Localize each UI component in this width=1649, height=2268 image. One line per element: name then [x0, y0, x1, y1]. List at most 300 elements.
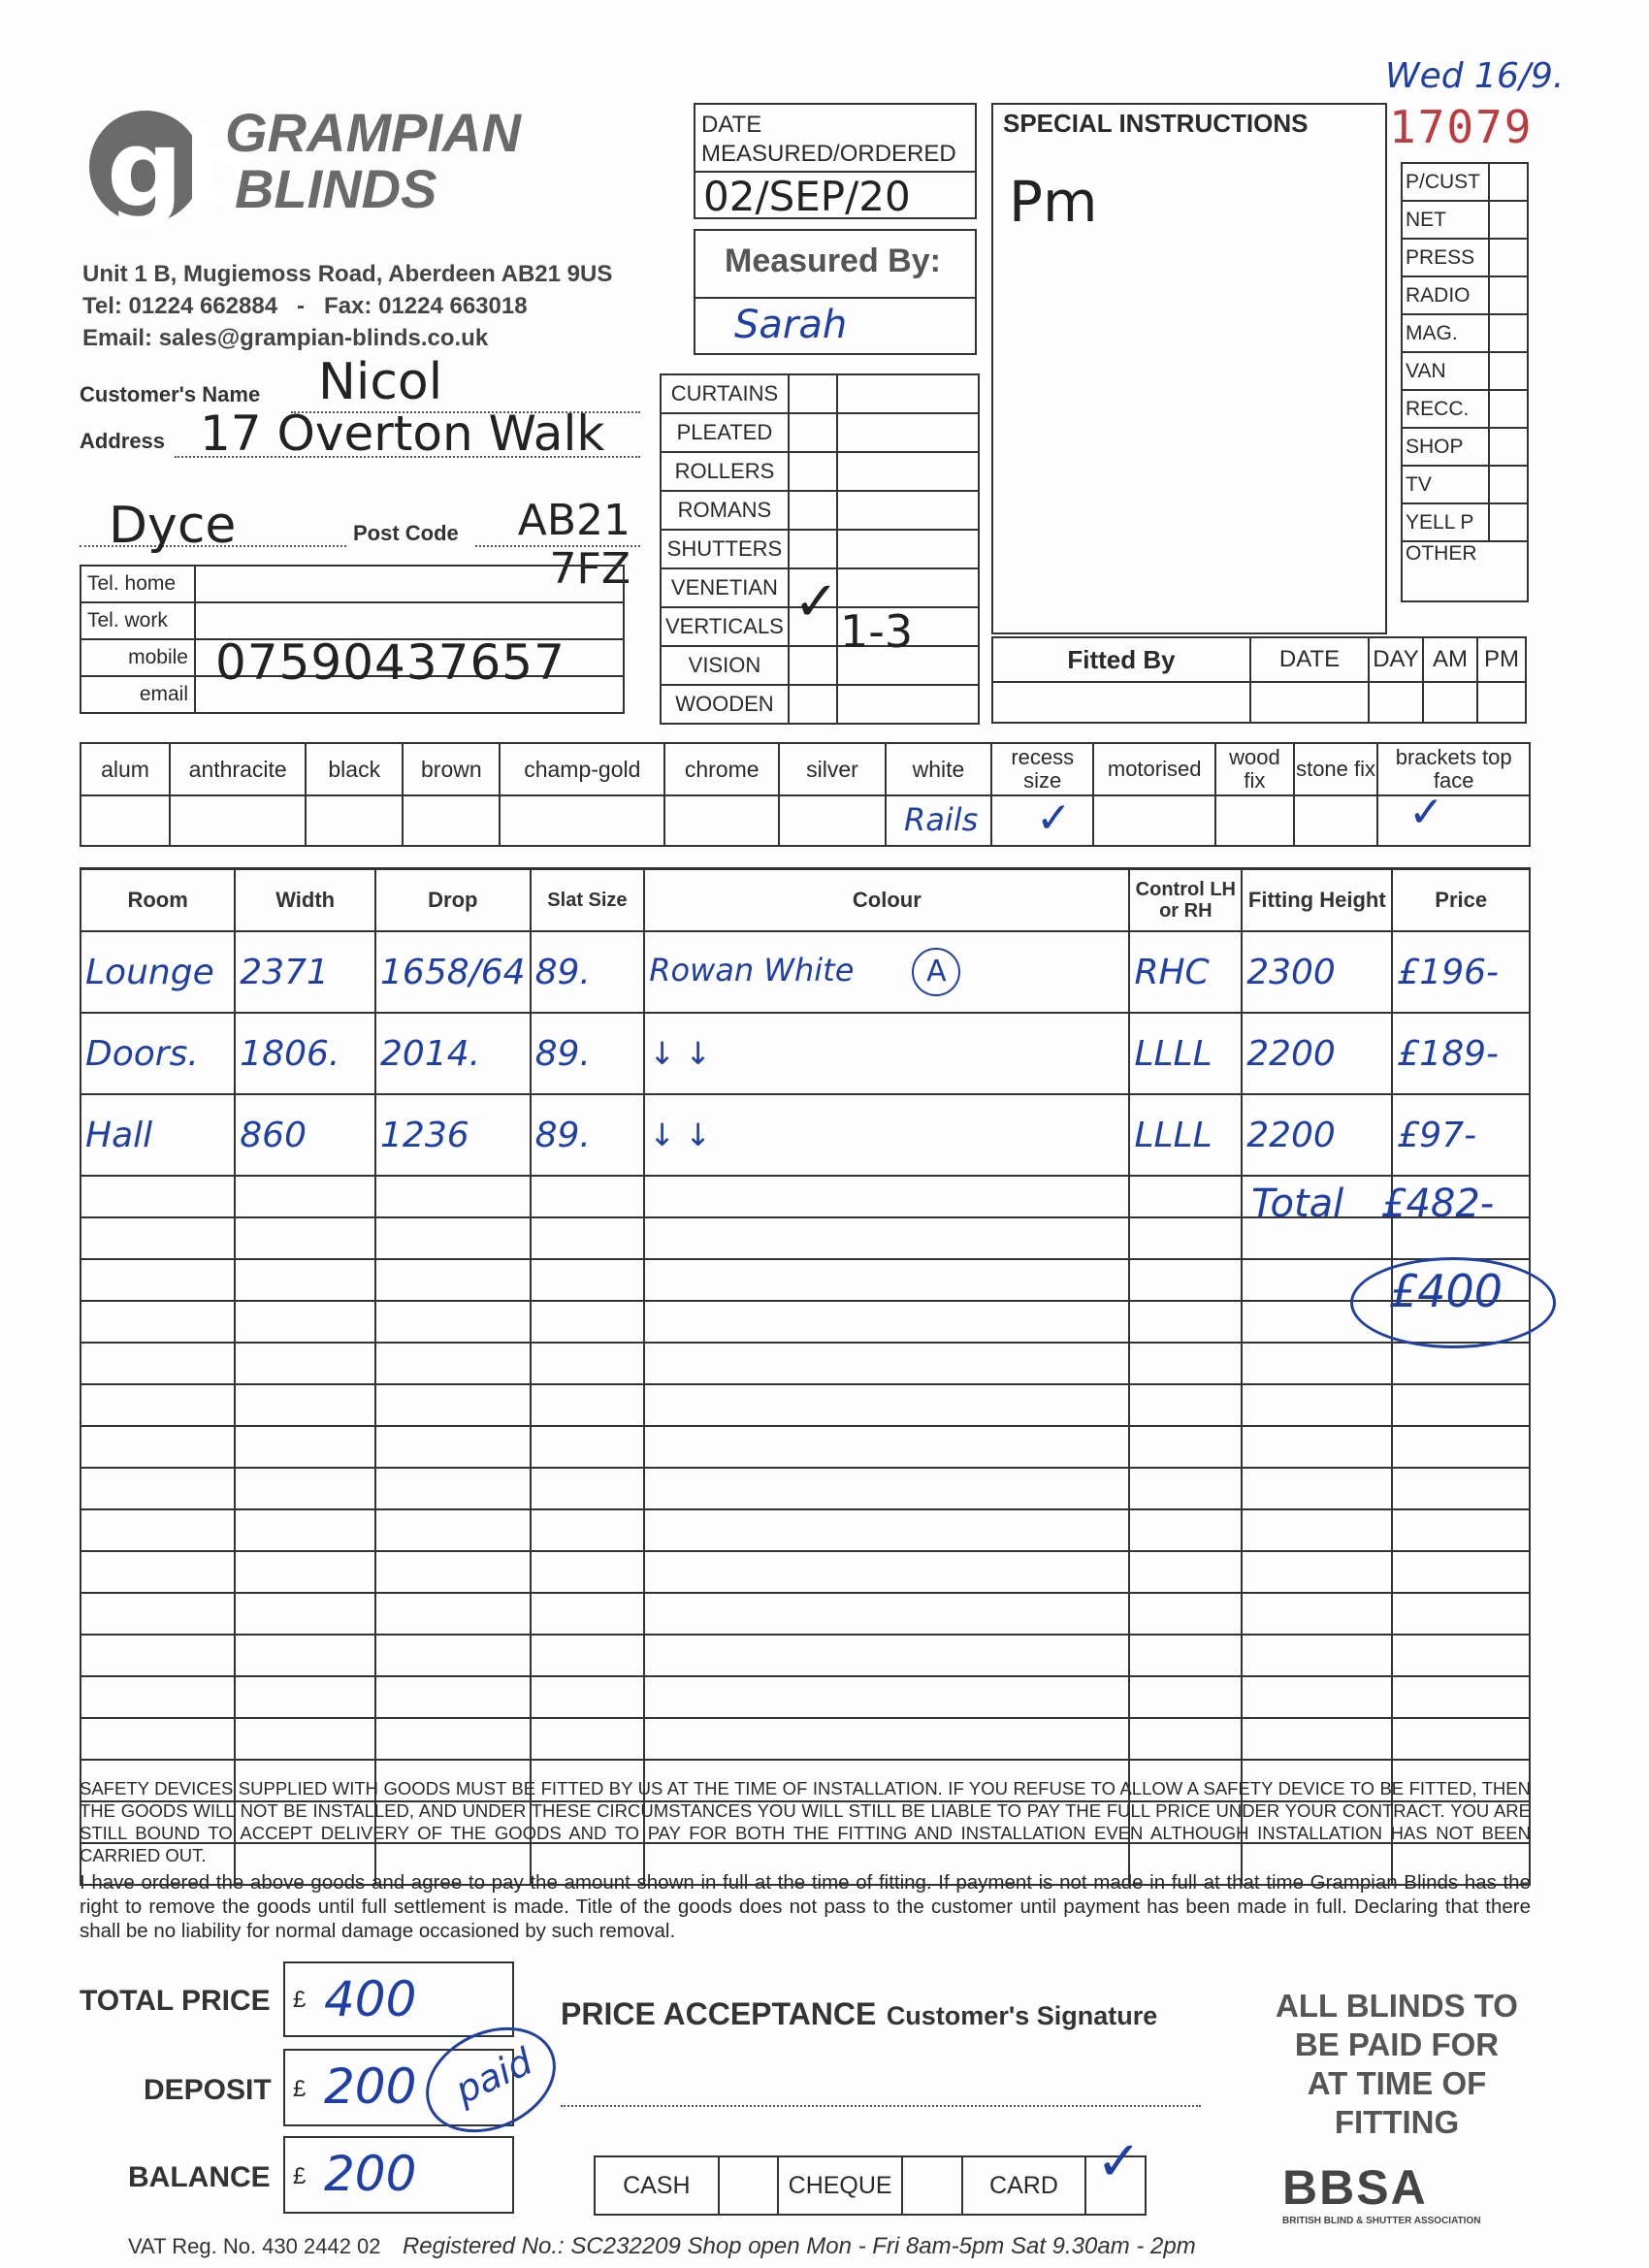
- cell-control[interactable]: [1129, 1718, 1242, 1760]
- column-header: Room: [81, 870, 235, 931]
- cell-control[interactable]: [1129, 1343, 1242, 1384]
- cell-slat[interactable]: 89.: [531, 1094, 645, 1176]
- cell-width[interactable]: [235, 1468, 375, 1509]
- product-row: [661, 374, 979, 413]
- cell-drop[interactable]: [375, 1259, 531, 1301]
- fitted-am-value[interactable]: [1423, 682, 1477, 723]
- cell-colour[interactable]: [644, 1301, 1129, 1343]
- product-checkbox[interactable]: [789, 413, 837, 452]
- option-label: champ-gold: [500, 743, 664, 795]
- cell-price[interactable]: [1392, 1676, 1530, 1718]
- column-header: Slat Size: [531, 870, 645, 931]
- signature-label: Customer's Signature: [886, 2001, 1158, 2030]
- cell-colour[interactable]: [644, 1259, 1129, 1301]
- cell-drop[interactable]: [375, 1384, 531, 1426]
- footer: [128, 2233, 1196, 2260]
- table-row: [81, 1635, 1530, 1676]
- source-checkbox[interactable]: [1489, 390, 1528, 428]
- colour-mark: A: [912, 948, 960, 996]
- cell-room[interactable]: [81, 1593, 235, 1635]
- cell-room[interactable]: [81, 1718, 235, 1760]
- cell-room[interactable]: [81, 1259, 235, 1301]
- product-qty[interactable]: [837, 530, 979, 568]
- fitted-by-value[interactable]: [992, 682, 1250, 723]
- balance-box[interactable]: [283, 2136, 514, 2214]
- product-label: ROLLERS: [661, 452, 789, 491]
- card-check: ✓: [1096, 2130, 1142, 2193]
- option-checkbox[interactable]: [81, 795, 170, 846]
- option-checkbox[interactable]: [1294, 795, 1378, 846]
- cell-height[interactable]: [1242, 1551, 1392, 1593]
- order-note: Wed 16/9.: [1385, 56, 1565, 96]
- price-acceptance: [561, 1996, 1157, 2032]
- cell-slat[interactable]: 89.: [531, 931, 645, 1013]
- order-number: 17079: [1389, 101, 1534, 153]
- cell-price[interactable]: [1392, 1426, 1530, 1468]
- cell-control[interactable]: [1129, 1217, 1242, 1259]
- cell-drop[interactable]: 1236: [375, 1094, 531, 1176]
- source-label: VAN: [1402, 352, 1489, 390]
- cell-colour[interactable]: ↓ ↓: [644, 1013, 1129, 1094]
- cell-room[interactable]: [81, 1301, 235, 1343]
- cell-height[interactable]: [1242, 1509, 1392, 1551]
- payment-methods: [594, 2155, 1147, 2216]
- brackets-check: ✓: [1408, 788, 1444, 837]
- product-checkbox[interactable]: [789, 452, 837, 491]
- cell-drop[interactable]: [375, 1509, 531, 1551]
- source-row: [1402, 239, 1528, 276]
- cell-width[interactable]: [235, 1343, 375, 1384]
- fitted-pm-value[interactable]: [1477, 682, 1526, 723]
- date-value[interactable]: 02/SEP/20: [703, 173, 911, 220]
- source-label: RADIO: [1402, 276, 1489, 314]
- table-row: [81, 1468, 1530, 1509]
- cell-price[interactable]: [1392, 1551, 1530, 1593]
- fitted-am-label: AM: [1423, 637, 1477, 682]
- cell-drop[interactable]: [375, 1426, 531, 1468]
- cell-drop[interactable]: 2014.: [375, 1013, 531, 1094]
- product-qty[interactable]: [837, 568, 979, 607]
- cell-height[interactable]: [1242, 1426, 1392, 1468]
- cell-height[interactable]: 2200: [1242, 1013, 1392, 1094]
- cell-colour[interactable]: Rowan White A: [644, 931, 1129, 1013]
- contact-label: mobile: [81, 639, 195, 676]
- postcode-value[interactable]: AB21 7FZ: [517, 496, 630, 594]
- signature-line[interactable]: [561, 2105, 1201, 2107]
- cell-drop[interactable]: [375, 1176, 531, 1217]
- total-value: £482-: [1381, 1182, 1495, 1226]
- table-row: [81, 1676, 1530, 1718]
- cell-slat[interactable]: [531, 1259, 645, 1301]
- cell-colour[interactable]: ↓ ↓: [644, 1094, 1129, 1176]
- pay-notice-line2: BE PAID FOR: [1294, 2026, 1500, 2062]
- company-logo: [85, 97, 260, 238]
- source-label: SHOP: [1402, 428, 1489, 466]
- table-row: [81, 1094, 1530, 1176]
- special-instructions-value[interactable]: Pm: [1009, 169, 1098, 235]
- fitted-date-value[interactable]: [1250, 682, 1369, 723]
- option-checkbox[interactable]: [1215, 795, 1294, 846]
- cell-control[interactable]: [1129, 1301, 1242, 1343]
- table-row: [81, 1718, 1530, 1760]
- cell-room[interactable]: [81, 1343, 235, 1384]
- source-label: YELL P: [1402, 503, 1489, 541]
- cell-room[interactable]: Doors.: [81, 1013, 235, 1094]
- cell-width[interactable]: [235, 1635, 375, 1676]
- cell-drop[interactable]: [375, 1301, 531, 1343]
- cell-control[interactable]: [1129, 1593, 1242, 1635]
- product-checkbox[interactable]: [789, 646, 837, 685]
- mobile-value[interactable]: 07590437657: [215, 634, 566, 691]
- pay-notice: [1242, 1987, 1552, 2142]
- source-row: [1402, 428, 1528, 466]
- pay-notice-line4: FITTING: [1334, 2104, 1460, 2140]
- column-header: Drop: [375, 870, 531, 931]
- cell-slat[interactable]: [531, 1509, 645, 1551]
- table-row: [81, 1301, 1530, 1343]
- address-value[interactable]: 17 Overton Walk: [200, 405, 605, 462]
- balance-label: BALANCE: [128, 2161, 271, 2193]
- option-checkbox[interactable]: [664, 795, 779, 846]
- cell-width[interactable]: [235, 1176, 375, 1217]
- source-row: [1402, 466, 1528, 503]
- cell-width[interactable]: [235, 1509, 375, 1551]
- source-checkbox[interactable]: [1489, 239, 1528, 276]
- product-qty[interactable]: [837, 452, 979, 491]
- option-label: black: [306, 743, 403, 795]
- cell-slat[interactable]: [531, 1593, 645, 1635]
- product-row: [661, 413, 979, 452]
- options-table: [80, 742, 1531, 847]
- registered-info: Registered No.: SC232209 Shop open Mon - Fri 8am-5pm Sat 9.30am - 2pm: [402, 2233, 1196, 2259]
- cell-drop[interactable]: [375, 1718, 531, 1760]
- table-row: [81, 1551, 1530, 1593]
- cell-slat[interactable]: [531, 1635, 645, 1676]
- fitted-day-value[interactable]: [1369, 682, 1423, 723]
- cell-width[interactable]: [235, 1593, 375, 1635]
- cell-control[interactable]: [1129, 1509, 1242, 1551]
- cell-control[interactable]: [1129, 1176, 1242, 1217]
- cell-drop[interactable]: [375, 1551, 531, 1593]
- measured-by-label: Measured By:: [725, 243, 941, 279]
- cell-price[interactable]: £97-: [1392, 1094, 1530, 1176]
- verticals-check: ✓: [793, 570, 839, 633]
- option-checkbox[interactable]: [1377, 795, 1530, 846]
- fitted-date-label: DATE: [1250, 637, 1369, 682]
- cell-room[interactable]: [81, 1676, 235, 1718]
- cell-room[interactable]: [81, 1551, 235, 1593]
- cell-colour[interactable]: [644, 1426, 1129, 1468]
- cell-colour[interactable]: [644, 1343, 1129, 1384]
- column-header: Control LH or RH: [1129, 870, 1242, 931]
- product-table: [660, 373, 980, 725]
- cell-price[interactable]: [1392, 1343, 1530, 1384]
- verticals-qty[interactable]: 1-3: [840, 605, 914, 658]
- cell-width[interactable]: [235, 1676, 375, 1718]
- cell-control[interactable]: [1129, 1259, 1242, 1301]
- cell-price[interactable]: £196-: [1392, 931, 1530, 1013]
- cell-colour[interactable]: [644, 1217, 1129, 1259]
- option-label: recess size: [991, 743, 1093, 795]
- cell-room[interactable]: [81, 1635, 235, 1676]
- source-row: [1402, 503, 1528, 541]
- option-label: motorised: [1093, 743, 1215, 795]
- product-row: [661, 646, 979, 685]
- product-checkbox[interactable]: [789, 491, 837, 530]
- date-label: DATE MEASURED/ORDERED: [701, 112, 956, 167]
- cell-width[interactable]: 1806.: [235, 1013, 375, 1094]
- payment-cheque-label: CHEQUE: [778, 2156, 902, 2215]
- cell-drop[interactable]: [375, 1217, 531, 1259]
- cell-width[interactable]: [235, 1217, 375, 1259]
- cell-width[interactable]: 860: [235, 1094, 375, 1176]
- column-header: Width: [235, 870, 375, 931]
- cell-price[interactable]: [1392, 1468, 1530, 1509]
- total-price-value: 400: [324, 1971, 417, 2027]
- cell-slat[interactable]: [531, 1676, 645, 1718]
- cell-width[interactable]: [235, 1551, 375, 1593]
- payment-cash-checkbox[interactable]: [719, 2156, 779, 2215]
- cell-height[interactable]: [1242, 1718, 1392, 1760]
- bbsa-logo: [1282, 2160, 1515, 2226]
- product-row: [661, 530, 979, 568]
- balance-currency: £: [293, 2163, 307, 2189]
- total-price-label: TOTAL PRICE: [80, 1985, 271, 2017]
- cell-colour[interactable]: [644, 1593, 1129, 1635]
- column-header: Price: [1392, 870, 1530, 931]
- source-table: [1401, 162, 1529, 602]
- cell-height[interactable]: [1242, 1635, 1392, 1676]
- cell-room[interactable]: Lounge: [81, 931, 235, 1013]
- circled-total-value: £400: [1389, 1265, 1504, 1317]
- product-checkbox[interactable]: [789, 374, 837, 413]
- cell-width[interactable]: [235, 1301, 375, 1343]
- cell-control[interactable]: [1129, 1551, 1242, 1593]
- cell-drop[interactable]: 1658/64: [375, 931, 531, 1013]
- deposit-label: DEPOSIT: [144, 2074, 272, 2106]
- postcode-label: Post Code: [353, 521, 459, 545]
- option-label: chrome: [664, 743, 779, 795]
- cell-price[interactable]: [1392, 1384, 1530, 1426]
- company-email: Email: sales@grampian-blinds.co.uk: [82, 325, 489, 351]
- column-header: Fitting Height: [1242, 870, 1392, 931]
- source-row: [1402, 352, 1528, 390]
- option-checkbox[interactable]: [779, 795, 885, 846]
- recess-check: ✓: [1036, 794, 1072, 843]
- product-row: [661, 452, 979, 491]
- cell-room[interactable]: [81, 1509, 235, 1551]
- source-label: RECC.: [1402, 390, 1489, 428]
- product-label: CURTAINS: [661, 374, 789, 413]
- source-checkbox[interactable]: [1489, 276, 1528, 314]
- cell-height[interactable]: [1242, 1468, 1392, 1509]
- address-label: Address: [80, 429, 166, 453]
- source-row: [1402, 390, 1528, 428]
- source-checkbox[interactable]: [1489, 314, 1528, 352]
- cell-height[interactable]: [1242, 1384, 1392, 1426]
- option-checkbox[interactable]: [306, 795, 403, 846]
- cell-control[interactable]: [1129, 1676, 1242, 1718]
- cell-height[interactable]: [1242, 1676, 1392, 1718]
- source-label: P/CUST: [1402, 163, 1489, 201]
- option-checkbox[interactable]: [170, 795, 306, 846]
- table-row: [81, 1259, 1530, 1301]
- company-name-line1: GRAMPIAN: [225, 102, 521, 163]
- cell-slat[interactable]: [531, 1384, 645, 1426]
- cell-price[interactable]: [1392, 1593, 1530, 1635]
- company-name-line2: BLINDS: [235, 158, 437, 219]
- price-acceptance-label: PRICE ACCEPTANCE: [561, 1996, 877, 2031]
- cell-control[interactable]: LLLL: [1129, 1013, 1242, 1094]
- customer-name-label: Customer's Name: [80, 382, 261, 406]
- cell-slat[interactable]: [531, 1551, 645, 1593]
- customer-name-value[interactable]: Nicol: [318, 353, 443, 411]
- source-label: TV: [1402, 466, 1489, 503]
- cell-control[interactable]: RHC: [1129, 931, 1242, 1013]
- cell-colour[interactable]: [644, 1635, 1129, 1676]
- source-label: NET: [1402, 201, 1489, 239]
- deposit-value: 200: [324, 2058, 417, 2115]
- cell-colour[interactable]: [644, 1551, 1129, 1593]
- company-name: [225, 102, 521, 219]
- cell-slat[interactable]: [531, 1176, 645, 1217]
- product-label: VENETIAN: [661, 568, 789, 607]
- payment-cheque-checkbox[interactable]: [902, 2156, 962, 2215]
- cell-height[interactable]: 2300: [1242, 931, 1392, 1013]
- table-row: [81, 1426, 1530, 1468]
- cell-room[interactable]: Hall: [81, 1094, 235, 1176]
- option-label: brown: [403, 743, 500, 795]
- cell-room[interactable]: [81, 1384, 235, 1426]
- option-label: white: [886, 743, 991, 795]
- cell-width[interactable]: 2371: [235, 931, 375, 1013]
- option-label: silver: [779, 743, 885, 795]
- cell-drop[interactable]: [375, 1635, 531, 1676]
- table-row: [81, 931, 1530, 1013]
- deposit-note: paid: [448, 2039, 539, 2113]
- cell-colour[interactable]: [644, 1176, 1129, 1217]
- product-label: VERTICALS: [661, 607, 789, 646]
- source-checkbox[interactable]: [1489, 201, 1528, 239]
- product-checkbox[interactable]: [789, 685, 837, 724]
- source-label: PRESS: [1402, 239, 1489, 276]
- fitted-pm-label: PM: [1477, 637, 1526, 682]
- product-checkbox[interactable]: [789, 530, 837, 568]
- cell-room[interactable]: [81, 1468, 235, 1509]
- product-label: VISION: [661, 646, 789, 685]
- contact-label: Tel. home: [81, 566, 195, 602]
- cell-colour[interactable]: [644, 1468, 1129, 1509]
- option-label: anthracite: [170, 743, 306, 795]
- source-row: [1402, 201, 1528, 239]
- bbsa-logo-text: BBSA: [1282, 2160, 1428, 2215]
- cell-colour[interactable]: [644, 1509, 1129, 1551]
- cell-control[interactable]: [1129, 1426, 1242, 1468]
- cell-price[interactable]: [1392, 1635, 1530, 1676]
- cell-drop[interactable]: [375, 1468, 531, 1509]
- cell-slat[interactable]: [531, 1468, 645, 1509]
- cell-price[interactable]: [1392, 1509, 1530, 1551]
- cell-height[interactable]: [1242, 1343, 1392, 1384]
- measured-by-value[interactable]: Sarah: [734, 303, 848, 347]
- payment-card-label: CARD: [962, 2156, 1086, 2215]
- address2-value[interactable]: Dyce: [109, 497, 237, 555]
- cell-control[interactable]: [1129, 1635, 1242, 1676]
- source-checkbox[interactable]: [1489, 352, 1528, 390]
- cell-colour[interactable]: [644, 1384, 1129, 1426]
- cell-colour[interactable]: [644, 1718, 1129, 1760]
- cell-slat[interactable]: 89.: [531, 1013, 645, 1094]
- cell-height[interactable]: 2200: [1242, 1094, 1392, 1176]
- pay-notice-line1: ALL BLINDS TO: [1276, 1988, 1518, 2024]
- cell-slat[interactable]: [531, 1217, 645, 1259]
- cell-room[interactable]: [81, 1426, 235, 1468]
- cell-slat[interactable]: [531, 1301, 645, 1343]
- cell-slat[interactable]: [531, 1718, 645, 1760]
- total-price-box[interactable]: [283, 1961, 514, 2037]
- source-checkbox[interactable]: [1489, 163, 1528, 201]
- product-qty[interactable]: [837, 413, 979, 452]
- cell-width[interactable]: [235, 1718, 375, 1760]
- option-checkbox[interactable]: [500, 795, 664, 846]
- cell-control[interactable]: LLLL: [1129, 1094, 1242, 1176]
- cell-width[interactable]: [235, 1384, 375, 1426]
- cell-room[interactable]: [81, 1217, 235, 1259]
- cell-price[interactable]: £189-: [1392, 1013, 1530, 1094]
- cell-height[interactable]: [1242, 1593, 1392, 1635]
- product-qty[interactable]: [837, 491, 979, 530]
- contact-value[interactable]: [195, 566, 624, 602]
- source-row: [1402, 276, 1528, 314]
- product-qty[interactable]: [837, 685, 979, 724]
- product-label: ROMANS: [661, 491, 789, 530]
- product-row: [661, 491, 979, 530]
- cell-drop[interactable]: [375, 1593, 531, 1635]
- cell-colour[interactable]: [644, 1676, 1129, 1718]
- cell-control[interactable]: [1129, 1384, 1242, 1426]
- vat-number: VAT Reg. No. 430 2442 02: [128, 2234, 381, 2258]
- cell-width[interactable]: [235, 1426, 375, 1468]
- company-address: Unit 1 B, Mugiemoss Road, Aberdeen AB21 9US: [82, 261, 613, 287]
- source-checkbox[interactable]: [1489, 466, 1528, 503]
- cell-control[interactable]: [1129, 1468, 1242, 1509]
- product-label: WOODEN: [661, 685, 789, 724]
- cell-room[interactable]: [81, 1176, 235, 1217]
- column-header: Colour: [644, 870, 1129, 931]
- cell-drop[interactable]: [375, 1343, 531, 1384]
- agreement-text: I have ordered the above goods and agree to pay the amount shown in full at the time of fitting. If payment is not made in full at that time Grampian Blinds has the right to remove the goods until full settlement is made. Title of the goods does not pass to the customer until payment has been made in full. Declaring that there shall be no liability for normal damage occasioned by such removal.: [80, 1871, 1531, 1942]
- pay-notice-line3: AT TIME OF: [1307, 2065, 1487, 2101]
- table-row: [81, 1013, 1530, 1094]
- cell-slat[interactable]: [531, 1343, 645, 1384]
- option-checkbox[interactable]: [403, 795, 500, 846]
- measured-by-box: [694, 229, 977, 355]
- product-qty[interactable]: [837, 374, 979, 413]
- cell-price[interactable]: [1392, 1718, 1530, 1760]
- cell-slat[interactable]: [531, 1426, 645, 1468]
- special-instructions-label: SPECIAL INSTRUCTIONS: [1003, 109, 1309, 138]
- option-checkbox[interactable]: [1093, 795, 1215, 846]
- contact-row: [81, 566, 624, 602]
- cell-drop[interactable]: [375, 1676, 531, 1718]
- source-checkbox[interactable]: [1489, 503, 1528, 541]
- option-label: brackets top face: [1377, 743, 1530, 795]
- source-label: MAG.: [1402, 314, 1489, 352]
- white-note: Rails: [904, 801, 979, 838]
- safety-text: SAFETY DEVICES SUPPLIED WITH GOODS MUST BE FITTED BY US AT THE TIME OF INSTALLATION. IF YOU REFUSE TO ALLOW A SAFETY DEVICE TO BE FITTED, THEN THE GOODS WILL NOT BE INSTALLED, AND UNDER THESE CIRCUMSTANCES YOU WILL STILL BE LIABLE TO PAY THE FULL PRICE UNDER YOUR CONTRACT. YOU ARE STILL BOUND TO ACCEPT DELIVERY OF THE GOODS AND TO PAY FOR BOTH THE FITTING AND INSTALLATION EVEN ALTHOUGH INSTALLATION HAS NOT BEEN CARRIED OUT.: [80, 1778, 1531, 1865]
- source-checkbox[interactable]: [1489, 428, 1528, 466]
- cell-width[interactable]: [235, 1259, 375, 1301]
